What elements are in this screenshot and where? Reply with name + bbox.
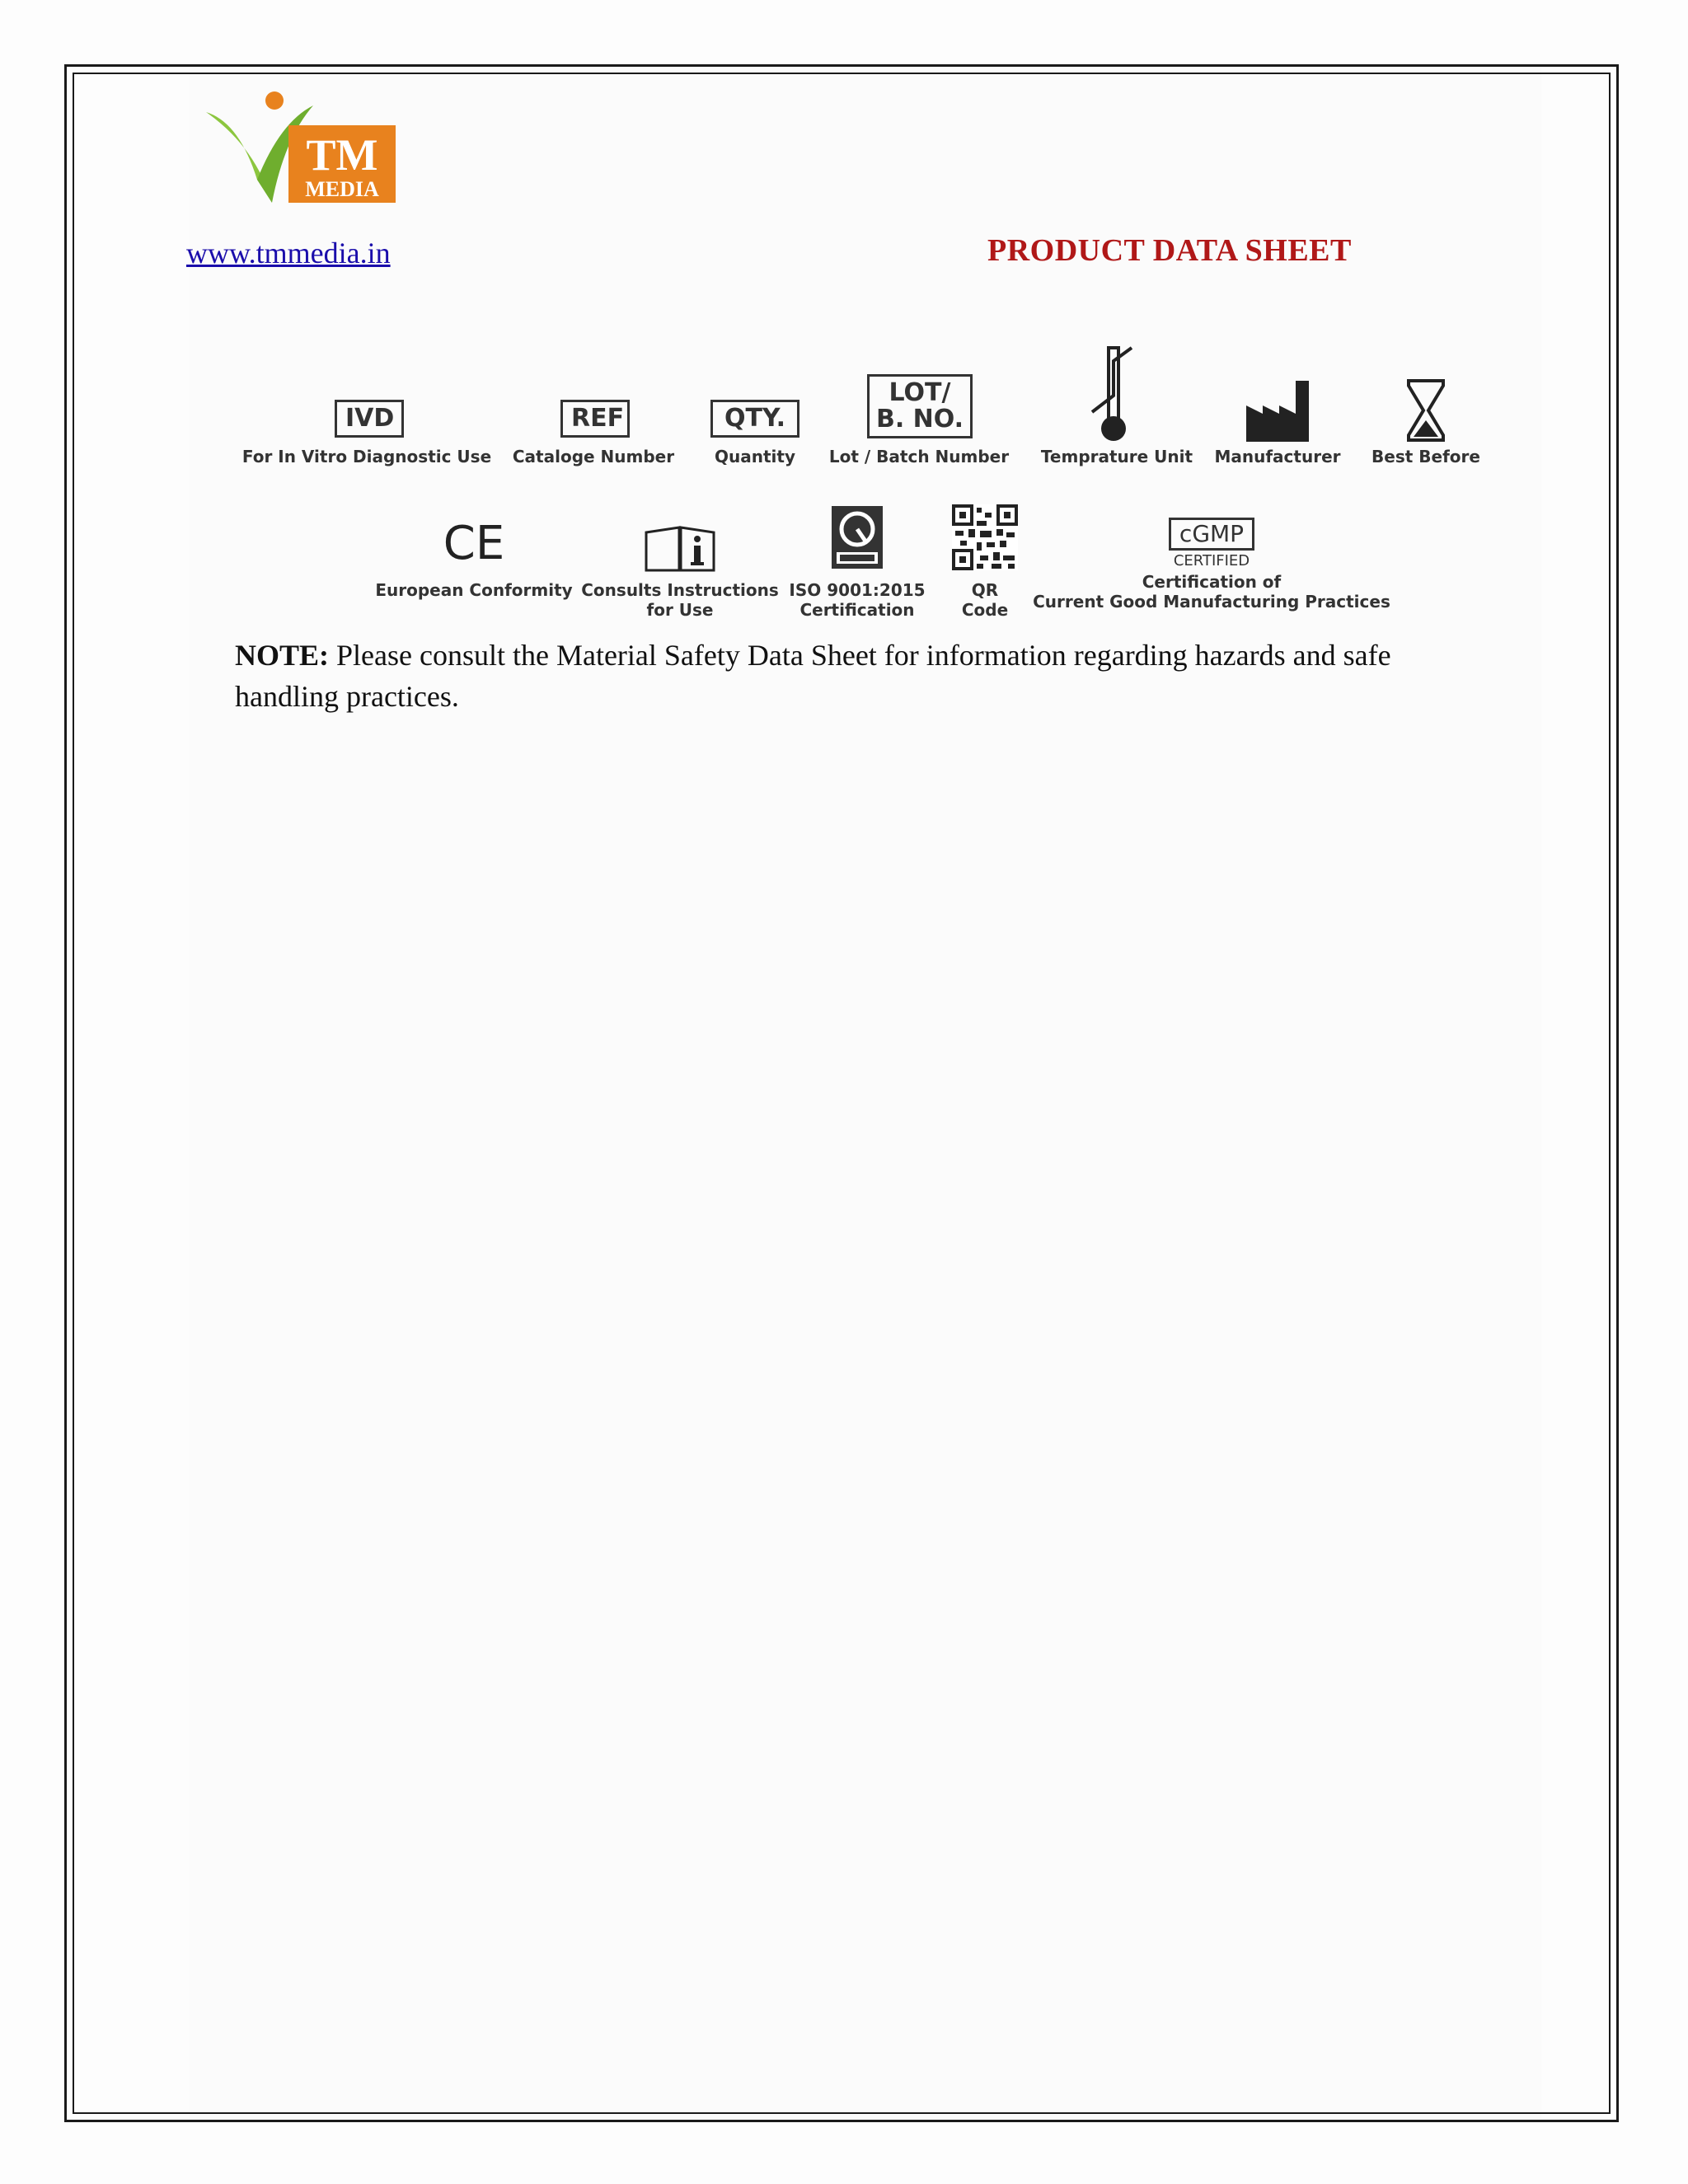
website-link[interactable]: www.tmmedia.in [186, 237, 391, 269]
ref-label: REF [560, 400, 630, 438]
symbol-instructions [581, 519, 779, 620]
ivd-label: IVD [335, 400, 404, 438]
symbol-qr [940, 504, 1030, 620]
symbol-iso [789, 504, 926, 620]
document-title: PRODUCT DATA SHEET [987, 233, 1352, 268]
symbol-temperature [1034, 346, 1199, 478]
tm-media-logo [206, 89, 412, 204]
qr-caption-line2: Code [961, 600, 1009, 620]
thermometer-icon [1084, 346, 1150, 445]
symbol-lot [828, 371, 1010, 478]
safety-note [235, 635, 1554, 717]
symbol-best-before [1368, 371, 1484, 478]
factory-icon [1245, 377, 1311, 443]
cgmp-label: cGMP [1169, 518, 1254, 551]
manufacturer-caption: Manufacturer [1214, 447, 1341, 466]
symbol-cgmp [1033, 518, 1390, 620]
note-prefix: NOTE: [235, 639, 330, 672]
instructions-caption [581, 580, 778, 620]
symbol-manufacturer [1212, 371, 1343, 478]
cgmp-caption [1033, 572, 1390, 612]
best-before-caption: Best Before [1372, 447, 1480, 466]
symbol-ivd [241, 396, 492, 478]
qty-label: QTY. [710, 400, 799, 438]
lot-label-line2: B. NO. [875, 405, 964, 434]
iso-caption-line2: Certification [799, 600, 915, 620]
instructions-caption-line2: for Use [646, 600, 714, 620]
qty-caption: Quantity [715, 447, 795, 466]
qr-caption-line1: QR [971, 580, 999, 600]
note-text-line1: Please consult the Material Safety Data Sheet for information regarding hazards and safe [329, 639, 1391, 672]
ce-caption: European Conformity [375, 580, 573, 600]
iso-caption-line1: ISO 9001:2015 [789, 580, 926, 600]
instructions-caption-line1: Consults Instructions [581, 580, 779, 600]
lot-label-line1: LOT/ [889, 378, 951, 407]
cgmp-sublabel: CERTIFIED [1173, 552, 1250, 569]
iso-caption [789, 580, 925, 620]
svg-text:TM: TM [306, 130, 378, 180]
ivd-caption: For In Vitro Diagnostic Use [241, 447, 492, 466]
instructions-book-icon [643, 524, 717, 574]
symbol-ce [375, 517, 573, 610]
ce-mark-icon: CE [443, 517, 505, 570]
svg-text:MEDIA: MEDIA [305, 177, 379, 201]
cgmp-caption-line2: Current Good Manufacturing Practices [1033, 592, 1390, 612]
iso-cert-icon [828, 504, 886, 570]
hourglass-icon [1405, 377, 1447, 443]
cgmp-caption-line1: Certification of [1142, 572, 1282, 592]
qr-code-icon [952, 504, 1018, 570]
ref-caption: Cataloge Number [512, 447, 675, 466]
temperature-caption: Temprature Unit [1040, 447, 1193, 466]
symbol-ref [512, 396, 675, 478]
symbol-qty [706, 396, 804, 478]
lot-caption: Lot / Batch Number [828, 447, 1010, 466]
qr-caption [962, 580, 1008, 620]
note-text-line2: handling practices. [235, 680, 459, 713]
lot-label [867, 374, 973, 438]
